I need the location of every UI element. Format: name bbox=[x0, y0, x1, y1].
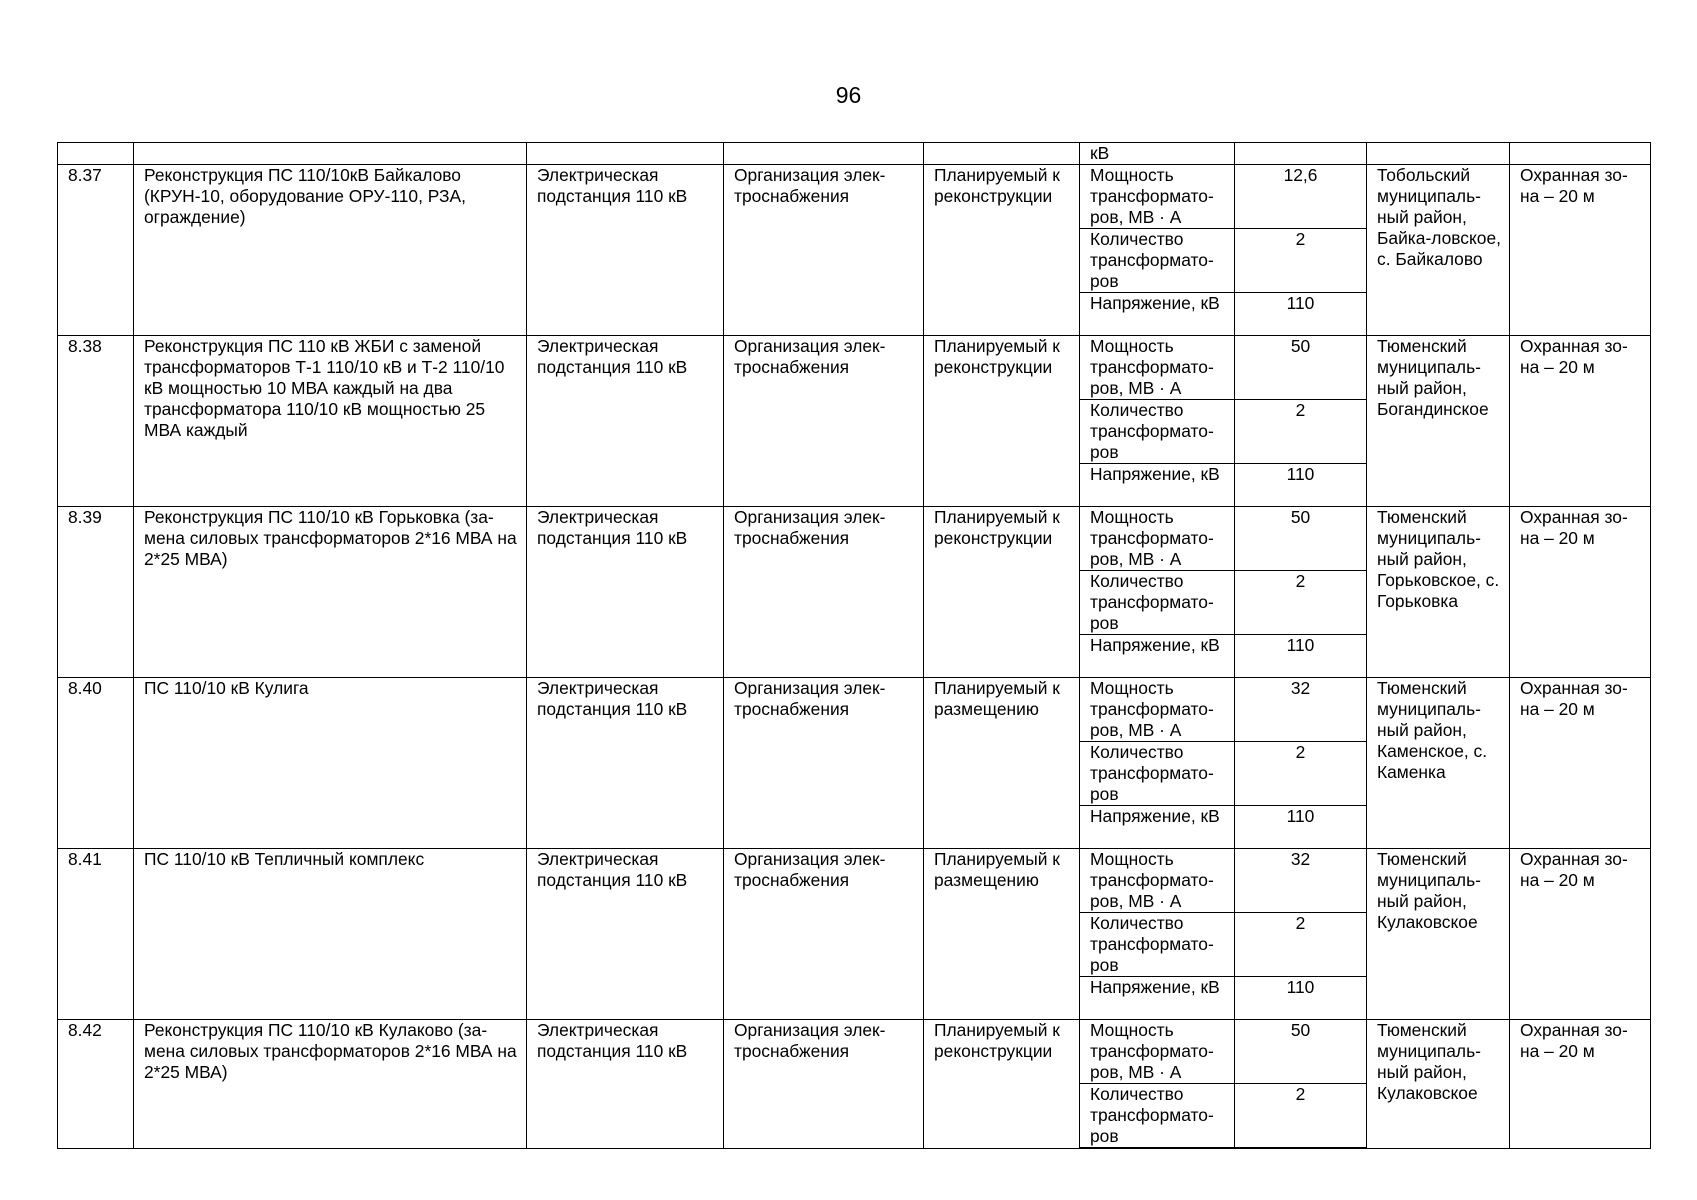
cell-param-value: 50 bbox=[1235, 1020, 1367, 1084]
table-row bbox=[58, 678, 1651, 742]
cell-param-value: 110 bbox=[1235, 977, 1367, 1020]
cell-purpose: Организация элек-троснабжения bbox=[724, 678, 924, 849]
cell-status: Планируемый к размещению bbox=[924, 849, 1080, 1020]
cell-param-name: Количество трансформато-ров bbox=[1080, 1084, 1235, 1149]
objects-table-body bbox=[58, 143, 1651, 1149]
page-number: 96 bbox=[835, 82, 862, 108]
cell-param-value: 2 bbox=[1235, 571, 1367, 635]
table-row bbox=[58, 849, 1651, 913]
cell-param-tail: кВ bbox=[1080, 143, 1235, 165]
cell-number: 8.37 bbox=[58, 165, 134, 336]
cell-object-name: Реконструкция ПС 110 кВ ЖБИ с заменой трансформаторов Т-1 110/10 кВ и Т-2 110/10 кВ мощностью 10 МВА каждый на два трансформатора 110/10 кВ мощностью 25 МВА каждый bbox=[134, 336, 527, 507]
cell-object-name: Реконструкция ПС 110/10 кВ Кулаково (за-мена силовых трансформаторов 2*16 МВА на 2*25 МВА) bbox=[134, 1020, 527, 1149]
table-row bbox=[58, 507, 1651, 571]
cell-number: 8.39 bbox=[58, 507, 134, 678]
cell-location: Тюменский муниципаль-ный район, Кулаковское bbox=[1367, 849, 1510, 1020]
cell-protection-zone: Охранная зо-на – 20 м bbox=[1510, 849, 1651, 1020]
cell-empty bbox=[1235, 143, 1367, 165]
cell-location: Тюменский муниципаль-ный район, Богандинское bbox=[1367, 336, 1510, 507]
cell-object-name: Реконструкция ПС 110/10 кВ Горьковка (за-мена силовых трансформаторов 2*16 МВА на 2*25 МВА) bbox=[134, 507, 527, 678]
cell-param-value: 2 bbox=[1235, 229, 1367, 293]
cell-param-value: 110 bbox=[1235, 293, 1367, 336]
cell-param-name: Напряжение, кВ bbox=[1080, 464, 1235, 507]
cell-object-type: Электрическая подстанция 110 кВ bbox=[527, 507, 724, 678]
objects-table bbox=[57, 142, 1651, 1149]
cell-status: Планируемый к реконструкции bbox=[924, 336, 1080, 507]
cell-param-value: 110 bbox=[1235, 464, 1367, 507]
cell-object-name: ПС 110/10 кВ Кулига bbox=[134, 678, 527, 849]
cell-empty bbox=[527, 143, 724, 165]
table-row bbox=[58, 165, 1651, 229]
cell-location: Тюменский муниципаль-ный район, Горьковское, с. Горьковка bbox=[1367, 507, 1510, 678]
cell-param-value: 110 bbox=[1235, 806, 1367, 849]
cell-purpose: Организация элек-троснабжения bbox=[724, 1020, 924, 1149]
cell-status: Планируемый к размещению bbox=[924, 678, 1080, 849]
cell-purpose: Организация элек-троснабжения bbox=[724, 507, 924, 678]
cell-param-name: Количество трансформато-ров bbox=[1080, 913, 1235, 977]
cell-purpose: Организация элек-троснабжения bbox=[724, 165, 924, 336]
cell-param-name: Мощность трансформато-ров, МВ · А bbox=[1080, 678, 1235, 742]
cell-empty bbox=[724, 143, 924, 165]
cell-param-value: 32 bbox=[1235, 678, 1367, 742]
cell-param-name: Количество трансформато-ров bbox=[1080, 742, 1235, 806]
table-row bbox=[58, 1020, 1651, 1084]
cell-param-name: Мощность трансформато-ров, МВ · А bbox=[1080, 849, 1235, 913]
cell-protection-zone: Охранная зо-на – 20 м bbox=[1510, 507, 1651, 678]
cell-param-name: Напряжение, кВ bbox=[1080, 977, 1235, 1020]
cell-object-type: Электрическая подстанция 110 кВ bbox=[527, 1020, 724, 1149]
cell-number: 8.42 bbox=[58, 1020, 134, 1149]
cell-param-value: 50 bbox=[1235, 507, 1367, 571]
cell-param-value: 2 bbox=[1235, 1084, 1367, 1149]
cell-param-name: Количество трансформато-ров bbox=[1080, 229, 1235, 293]
cell-purpose: Организация элек-троснабжения bbox=[724, 849, 924, 1020]
cell-object-type: Электрическая подстанция 110 кВ bbox=[527, 849, 724, 1020]
cell-param-name: Мощность трансформато-ров, МВ · А bbox=[1080, 336, 1235, 400]
cell-purpose: Организация элек-троснабжения bbox=[724, 336, 924, 507]
cell-protection-zone: Охранная зо-на – 20 м bbox=[1510, 165, 1651, 336]
cell-object-name: Реконструкция ПС 110/10кВ Байкалово (КРУН-10, оборудование ОРУ-110, РЗА, ограждение) bbox=[134, 165, 527, 336]
cell-param-name: Напряжение, кВ bbox=[1080, 635, 1235, 678]
cell-object-type: Электрическая подстанция 110 кВ bbox=[527, 678, 724, 849]
cell-param-value: 2 bbox=[1235, 913, 1367, 977]
cell-empty bbox=[134, 143, 527, 165]
cell-location: Тюменский муниципаль-ный район, Каменское, с. Каменка bbox=[1367, 678, 1510, 849]
cell-param-value: 110 bbox=[1235, 635, 1367, 678]
cell-location: Тюменский муниципаль-ный район, Кулаковское bbox=[1367, 1020, 1510, 1149]
cell-param-name: Количество трансформато-ров bbox=[1080, 571, 1235, 635]
cell-param-name: Напряжение, кВ bbox=[1080, 806, 1235, 849]
cell-number: 8.38 bbox=[58, 336, 134, 507]
cell-number: 8.40 bbox=[58, 678, 134, 849]
cell-param-name: Напряжение, кВ bbox=[1080, 293, 1235, 336]
cell-empty bbox=[924, 143, 1080, 165]
cell-param-name: Мощность трансформато-ров, МВ · А bbox=[1080, 165, 1235, 229]
cell-object-name: ПС 110/10 кВ Тепличный комплекс bbox=[134, 849, 527, 1020]
cell-status: Планируемый к реконструкции bbox=[924, 165, 1080, 336]
cell-param-value: 50 bbox=[1235, 336, 1367, 400]
cell-location: Тобольский муниципаль-ный район, Байка-ловское, с. Байкалово bbox=[1367, 165, 1510, 336]
cell-number: 8.41 bbox=[58, 849, 134, 1020]
cell-param-name: Количество трансформато-ров bbox=[1080, 400, 1235, 464]
cell-protection-zone: Охранная зо-на – 20 м bbox=[1510, 1020, 1651, 1149]
cell-param-value: 32 bbox=[1235, 849, 1367, 913]
cell-param-name: Мощность трансформато-ров, МВ · А bbox=[1080, 1020, 1235, 1084]
cell-empty bbox=[1367, 143, 1510, 165]
table-row bbox=[58, 336, 1651, 400]
cell-status: Планируемый к реконструкции bbox=[924, 1020, 1080, 1149]
cell-param-name: Мощность трансформато-ров, МВ · А bbox=[1080, 507, 1235, 571]
cell-protection-zone: Охранная зо-на – 20 м bbox=[1510, 678, 1651, 849]
cell-param-value: 2 bbox=[1235, 400, 1367, 464]
table-row-continuation bbox=[58, 143, 1651, 165]
cell-object-type: Электрическая подстанция 110 кВ bbox=[527, 336, 724, 507]
cell-object-type: Электрическая подстанция 110 кВ bbox=[527, 165, 724, 336]
cell-empty bbox=[1510, 143, 1651, 165]
cell-param-value: 12,6 bbox=[1235, 165, 1367, 229]
cell-param-value: 2 bbox=[1235, 742, 1367, 806]
cell-empty bbox=[58, 143, 134, 165]
cell-status: Планируемый к реконструкции bbox=[924, 507, 1080, 678]
cell-protection-zone: Охранная зо-на – 20 м bbox=[1510, 336, 1651, 507]
